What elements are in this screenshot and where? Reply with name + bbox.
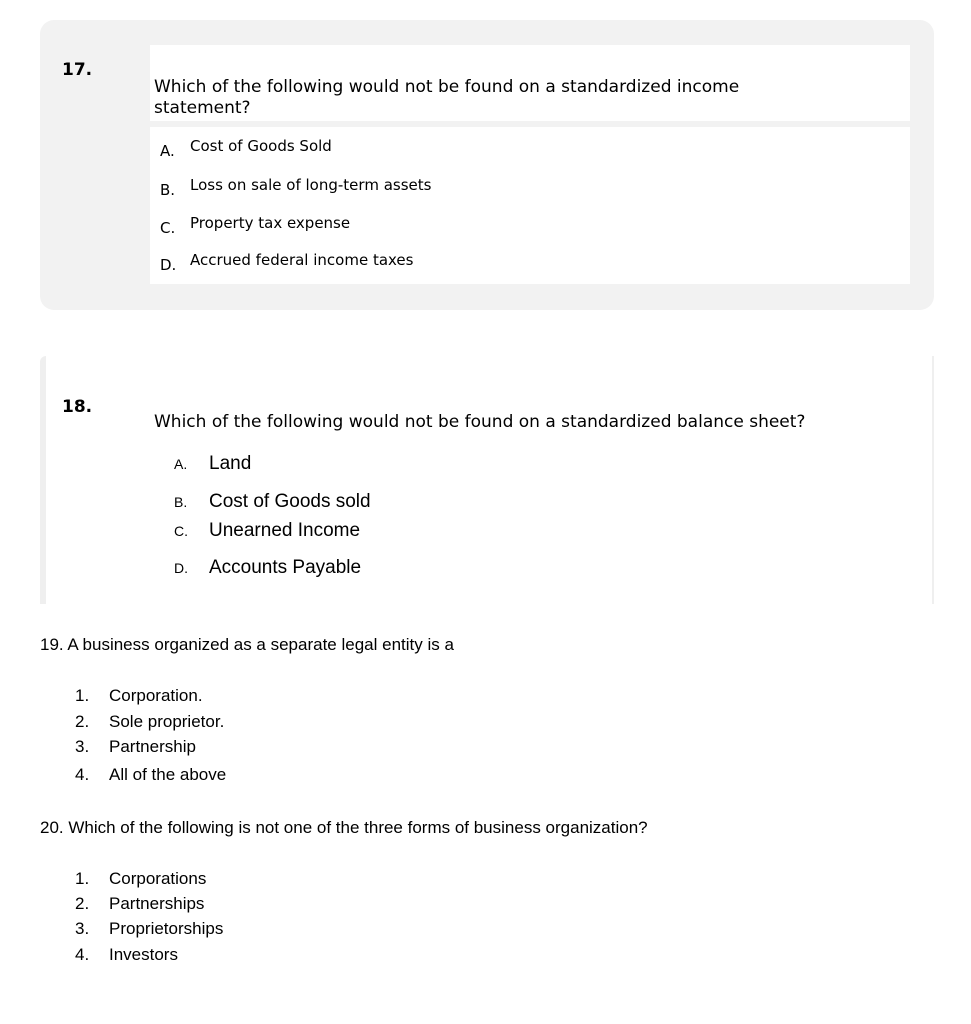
question-17-stem bbox=[150, 45, 910, 121]
question-18-stem: Which of the following would not be found on a standardized balance sheet? bbox=[154, 412, 806, 432]
question-19-option-1[interactable] bbox=[75, 686, 203, 706]
question-17-number: 17. bbox=[62, 60, 93, 80]
option-number: 2. bbox=[75, 894, 90, 913]
option-number: 4. bbox=[75, 765, 90, 784]
question-19-option-3[interactable] bbox=[75, 737, 196, 757]
question-17-option-c[interactable] bbox=[160, 214, 351, 237]
option-letter: C. bbox=[160, 219, 176, 237]
option-text: Unearned Income bbox=[209, 520, 361, 541]
option-letter: D. bbox=[160, 256, 177, 274]
option-number: 2. bbox=[75, 712, 90, 731]
question-18-number: 18. bbox=[62, 397, 93, 417]
question-18-option-a[interactable] bbox=[174, 453, 251, 475]
question-20-stem: 20. Which of the following is not one of the three forms of business organization? bbox=[40, 818, 648, 837]
option-letter: A. bbox=[160, 142, 175, 160]
option-number: 3. bbox=[75, 919, 90, 938]
option-letter: B. bbox=[174, 494, 188, 510]
question-20-option-4[interactable] bbox=[75, 945, 178, 965]
option-text: Property tax expense bbox=[190, 214, 351, 232]
question-20-option-3[interactable] bbox=[75, 919, 223, 939]
option-text: Corporations bbox=[109, 869, 207, 888]
option-text: Accrued federal income taxes bbox=[190, 251, 414, 269]
option-text: Land bbox=[209, 453, 252, 474]
option-text: All of the above bbox=[109, 765, 227, 784]
question-18-option-c[interactable] bbox=[174, 520, 360, 542]
question-20-option-1[interactable] bbox=[75, 869, 206, 889]
question-17-option-a[interactable] bbox=[160, 137, 332, 160]
option-text: Sole proprietor. bbox=[109, 712, 225, 731]
option-text: Loss on sale of long-term assets bbox=[190, 176, 432, 194]
card-right-border bbox=[932, 356, 934, 604]
option-letter: D. bbox=[174, 560, 188, 576]
option-letter: A. bbox=[174, 456, 188, 472]
question-19-option-2[interactable] bbox=[75, 712, 224, 732]
option-text: Investors bbox=[109, 945, 178, 964]
option-letter: C. bbox=[174, 523, 188, 539]
question-19-option-4[interactable] bbox=[75, 765, 226, 785]
option-number: 3. bbox=[75, 737, 90, 756]
option-number: 1. bbox=[75, 686, 90, 705]
option-number: 1. bbox=[75, 869, 90, 888]
option-text: Partnership bbox=[109, 737, 196, 756]
question-19-stem: 19. A business organized as a separate legal entity is a bbox=[40, 635, 454, 654]
option-text: Cost of Goods Sold bbox=[190, 137, 332, 155]
option-text: Proprietorships bbox=[109, 919, 224, 938]
option-text: Accounts Payable bbox=[209, 557, 362, 578]
card-left-border bbox=[40, 356, 46, 604]
question-17-option-d[interactable] bbox=[160, 251, 414, 274]
option-number: 4. bbox=[75, 945, 90, 964]
question-17-options bbox=[150, 127, 910, 284]
option-text: Partnerships bbox=[109, 894, 205, 913]
option-letter: B. bbox=[160, 181, 176, 199]
question-17-stem-line-2: statement? bbox=[154, 98, 251, 118]
option-text: Cost of Goods sold bbox=[209, 491, 371, 512]
question-17-stem-line-1: Which of the following would not be found on a standardized income bbox=[154, 77, 740, 97]
question-20-option-2[interactable] bbox=[75, 894, 204, 914]
question-17-option-b[interactable] bbox=[160, 176, 432, 199]
question-18-option-d[interactable] bbox=[174, 557, 361, 579]
question-18-option-b[interactable] bbox=[174, 491, 371, 513]
option-text: Corporation. bbox=[109, 686, 203, 705]
